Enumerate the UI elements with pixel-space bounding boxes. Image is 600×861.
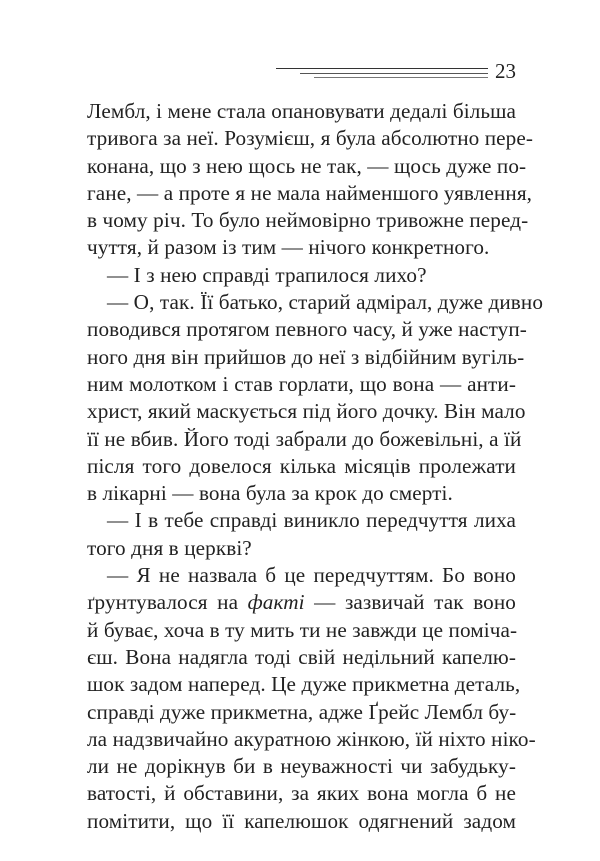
header-rule-thick (276, 68, 488, 69)
text-line: ла надзвичайно акуратною жінкою, їй ніхто ніко- (87, 726, 536, 751)
page-number: 23 (495, 59, 516, 83)
text-fragment: — зазвичай так воно (304, 590, 516, 615)
text-line: в чому річ. То було неймовірно тривожне перед- (87, 208, 529, 233)
text-line: — О, так. Її батько, старий адмірал, дуже дивно (107, 290, 544, 315)
text-line: Лембл, і мене стала опановувати дедалі більша (87, 99, 517, 123)
text-line: ли не дорікнув би в неуважності чи забудьку- (87, 754, 516, 779)
text-line: — Я не назвала б це передчуттям. Бо воно (107, 563, 516, 588)
text-line: гане, — а проте я не мала найменшого уявлення, (87, 180, 533, 205)
text-line: ним молотком і став горлати, що вона — анти- (87, 371, 516, 396)
text-line: ватості, й обставини, за яких вона могла б не (87, 781, 516, 806)
text-line: в лікарні — вона була за крок до смерті. (87, 481, 453, 506)
text-line: конана, що з нею щось не так, — щось дуже по- (87, 153, 527, 178)
text-line: шок задом наперед. Це дуже прикметна деталь, (87, 672, 521, 697)
text-line: — І в тебе справді виникло передчуття лиха (107, 508, 516, 533)
text-line: єш. Вона надягла тоді свій недільний капелю- (87, 644, 516, 669)
text-line: того дня в церкві? (87, 535, 252, 560)
text-fragment: ґрунтувалося на (87, 590, 248, 615)
text-line: помітити, що її капелюшок одягнений задом (87, 808, 516, 833)
text-line: після того довелося кілька місяців пролежати (87, 453, 516, 478)
text-line: христ, який маскується під його дочку. Він мало (87, 399, 526, 424)
text-line: чуття, й разом із тим — нічого конкретного. (87, 235, 490, 260)
text-line: її не вбив. Його тоді забрали до божевільні, а їй (87, 426, 522, 451)
running-header (270, 58, 516, 84)
header-rule-medium (300, 73, 488, 74)
body-text (87, 98, 544, 835)
text-line: й буває, хоча в ту мить ти не завжди це поміча- (87, 617, 518, 642)
text-line: — І з нею справді трапилося лихо? (107, 262, 427, 287)
text-line: ного дня він прийшов до неї з відбійним вугіль- (87, 344, 525, 369)
text-line: справді дуже прикметна, адже Ґрейс Лембл бу- (87, 699, 517, 724)
text-line (87, 589, 516, 616)
text-line: тривога за неї. Розумієш, я була абсолютно пере- (87, 126, 534, 151)
header-rule-thin (314, 77, 488, 78)
text-line: поводився протягом певного часу, й уже наступ- (87, 317, 527, 342)
emphasized-word: факті (247, 590, 305, 615)
